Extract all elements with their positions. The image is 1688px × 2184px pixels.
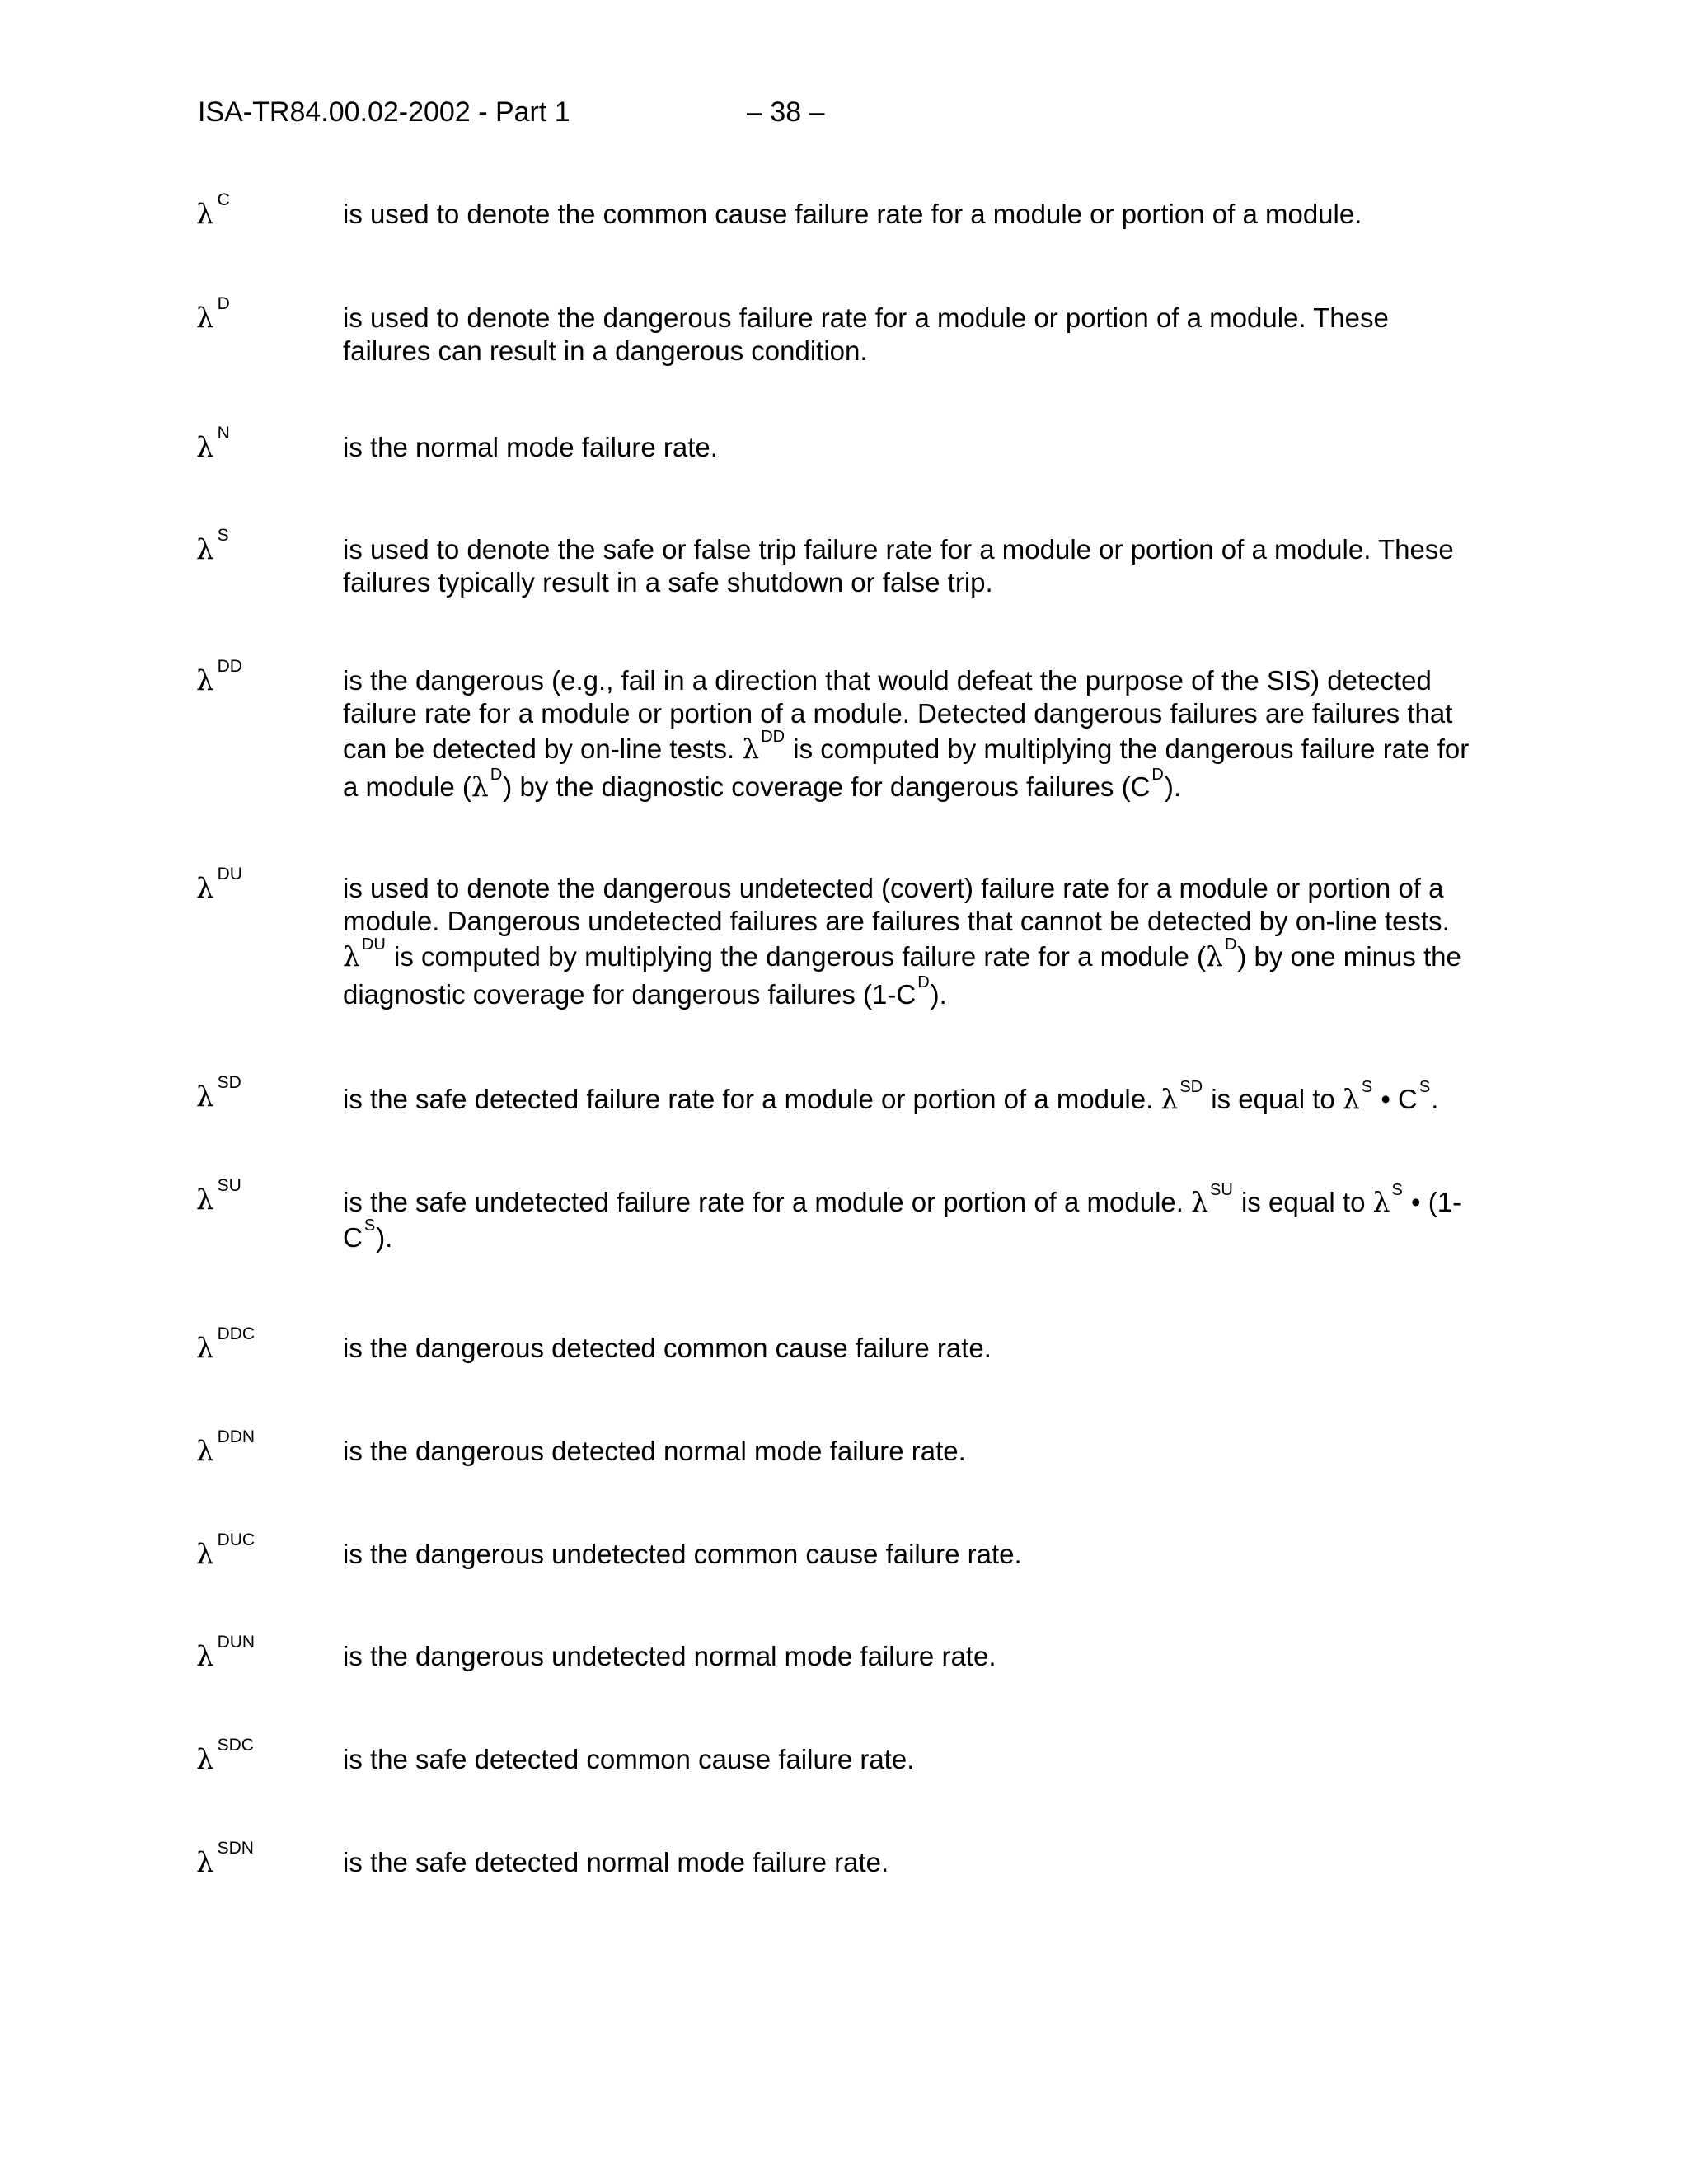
inline-superscript: SU [1210, 1181, 1233, 1199]
definition-line [343, 1216, 1480, 1254]
text-run: ) by one minus the [1237, 941, 1461, 972]
definition-line: is used to denote the common cause failure rate for a module or portion of a module. [343, 199, 1362, 229]
text-run: is the safe undetected failure rate for a module or portion of a module. [343, 1187, 1192, 1217]
symbol-lambda-c [196, 190, 230, 231]
text-run: is equal to [1203, 1084, 1343, 1114]
lambda-glyph: λ [196, 198, 214, 231]
inline-superscript: S [1391, 1181, 1403, 1199]
definition-line: failures can result in a dangerous condition. [343, 335, 868, 366]
definition-line [343, 1080, 1480, 1118]
definition-line [343, 730, 1480, 768]
lambda-glyph: λ [196, 1332, 214, 1365]
definition-line: is used to denote the dangerous failure rate for a module or portion of a module. These [343, 302, 1389, 333]
lambda-glyph: λ [1160, 1083, 1179, 1115]
definition-line [343, 1183, 1480, 1221]
symbol-superscript: D [217, 294, 230, 313]
text-run: ). [1164, 771, 1182, 802]
inline-superscript: DD [761, 728, 785, 746]
definition-text [343, 1435, 1480, 1468]
text-run: is computed by multiplying the dangerous failure rate for a module ( [386, 941, 1207, 972]
definition-line: is the dangerous (e.g., fail in a direction that would defeat the purpose of the SIS) detected [343, 665, 1432, 696]
definition-text [343, 533, 1480, 599]
text-run: is computed by multiplying the dangerous failure rate for [785, 733, 1470, 764]
symbol-lambda-sdc [196, 1736, 254, 1776]
definition-line: failures typically result in a safe shutdown or false trip. [343, 567, 993, 598]
text-run: is equal to [1233, 1187, 1373, 1217]
symbol-superscript: SDC [217, 1736, 254, 1755]
text-run: ). [376, 1222, 393, 1253]
definition-text [343, 1846, 1480, 1879]
text-run: is the safe detected failure rate for a module or portion of a module. [343, 1084, 1161, 1114]
text-run: . [1431, 1084, 1439, 1114]
lambda-glyph: λ [196, 1183, 214, 1216]
lambda-glyph: λ [196, 664, 214, 697]
definition-text [343, 198, 1480, 231]
text-run: ). [930, 979, 947, 1010]
inline-superscript: SD [1179, 1078, 1203, 1096]
definition-line [343, 973, 1480, 1014]
definition-text [343, 431, 1480, 464]
symbol-lambda-sdn [196, 1839, 254, 1879]
lambda-glyph: λ [1206, 940, 1223, 972]
lambda-glyph: λ [196, 1846, 214, 1879]
symbol-superscript: DU [217, 865, 242, 883]
definition-line: is used to denote the safe or false trip failure rate for a module or portion of a module. These [343, 534, 1454, 565]
inline-superscript: S [1418, 1078, 1431, 1096]
definition-line: is the dangerous detected common cause failure rate. [343, 1333, 992, 1363]
inline-superscript: D [917, 973, 930, 991]
definition-line: is the safe detected normal mode failure rate. [343, 1847, 889, 1877]
lambda-glyph: λ [196, 1743, 214, 1776]
symbol-superscript: SDN [217, 1839, 254, 1858]
symbol-lambda-sd [196, 1073, 241, 1113]
symbol-lambda-n [196, 424, 230, 464]
lambda-glyph: λ [742, 733, 760, 765]
inline-superscript: DU [361, 935, 386, 954]
lambda-glyph: λ [196, 431, 214, 464]
lambda-glyph: λ [1372, 1186, 1390, 1218]
inline-superscript: S [363, 1216, 376, 1235]
definition-text [343, 302, 1480, 368]
definition-line: is the safe detected common cause failure rate. [343, 1744, 915, 1774]
inline-superscript: D [1224, 935, 1237, 954]
lambda-glyph: λ [196, 302, 214, 335]
definition-text [343, 1183, 1480, 1254]
symbol-lambda-ddc [196, 1324, 256, 1365]
text-run: ) by the diagnostic coverage for dangerous failures (C [503, 771, 1151, 802]
symbol-superscript: SU [217, 1176, 241, 1195]
symbol-superscript: DDC [217, 1324, 256, 1343]
symbol-superscript: SD [217, 1073, 241, 1092]
text-run: diagnostic coverage for dangerous failures (1-C [343, 979, 917, 1010]
document-id-header: ISA-TR84.00.02-2002 - Part 1 [198, 96, 570, 128]
definition-line: is the dangerous detected normal mode failure rate. [343, 1436, 966, 1466]
text-run: can be detected by on-line tests. [343, 733, 743, 764]
text-run: a module ( [343, 771, 471, 802]
definition-line: failure rate for a module or portion of a module. Detected dangerous failures are failures that [343, 698, 1453, 729]
symbol-lambda-ddn [196, 1427, 256, 1468]
symbol-superscript: N [217, 424, 230, 443]
definition-text [343, 1332, 1480, 1365]
inline-superscript: D [490, 766, 503, 784]
lambda-glyph: λ [196, 1435, 214, 1468]
symbol-lambda-dun [196, 1633, 256, 1673]
symbol-superscript: DD [217, 657, 242, 676]
definition-text [343, 1640, 1480, 1673]
inline-superscript: D [1151, 766, 1164, 784]
lambda-glyph: λ [196, 1640, 214, 1673]
lambda-glyph: λ [196, 872, 214, 905]
definition-line: is the normal mode failure rate. [343, 432, 718, 462]
definition-text [343, 872, 1480, 1014]
lambda-glyph: λ [196, 533, 214, 566]
symbol-lambda-du [196, 865, 242, 905]
text-run: • (1- [1403, 1187, 1462, 1217]
definition-line: is the dangerous undetected common cause failure rate. [343, 1539, 1022, 1569]
definition-line: is used to denote the dangerous undetected (covert) failure rate for a module or portion of a [343, 873, 1444, 903]
symbol-superscript: DUC [217, 1530, 256, 1549]
page-number: – 38 – [747, 96, 825, 128]
lambda-glyph: λ [1342, 1083, 1360, 1115]
symbol-superscript: S [217, 526, 229, 545]
definition-text [343, 1538, 1480, 1571]
symbol-superscript: DDN [217, 1427, 256, 1446]
text-run: C [343, 1222, 363, 1253]
definition-text [343, 1080, 1480, 1118]
lambda-glyph: λ [471, 771, 489, 803]
lambda-glyph: λ [1191, 1186, 1209, 1218]
symbol-superscript: C [217, 190, 230, 209]
definition-text [343, 664, 1480, 806]
definition-line: is the dangerous undetected normal mode failure rate. [343, 1641, 996, 1671]
definition-line [343, 768, 1480, 806]
lambda-glyph: λ [196, 1538, 214, 1571]
definition-text [343, 1743, 1480, 1776]
definition-line: module. Dangerous undetected failures are failures that cannot be detected by on-line tests. [343, 906, 1450, 936]
symbol-lambda-duc [196, 1530, 256, 1571]
inline-superscript: S [1361, 1078, 1373, 1096]
lambda-glyph: λ [343, 940, 360, 972]
symbol-lambda-d [196, 294, 230, 335]
symbol-lambda-s [196, 526, 229, 566]
symbol-superscript: DUN [217, 1633, 256, 1652]
symbol-lambda-dd [196, 657, 242, 697]
lambda-glyph: λ [196, 1080, 214, 1113]
symbol-lambda-su [196, 1176, 241, 1216]
text-run: • C [1373, 1084, 1418, 1114]
definition-line [343, 935, 1480, 976]
